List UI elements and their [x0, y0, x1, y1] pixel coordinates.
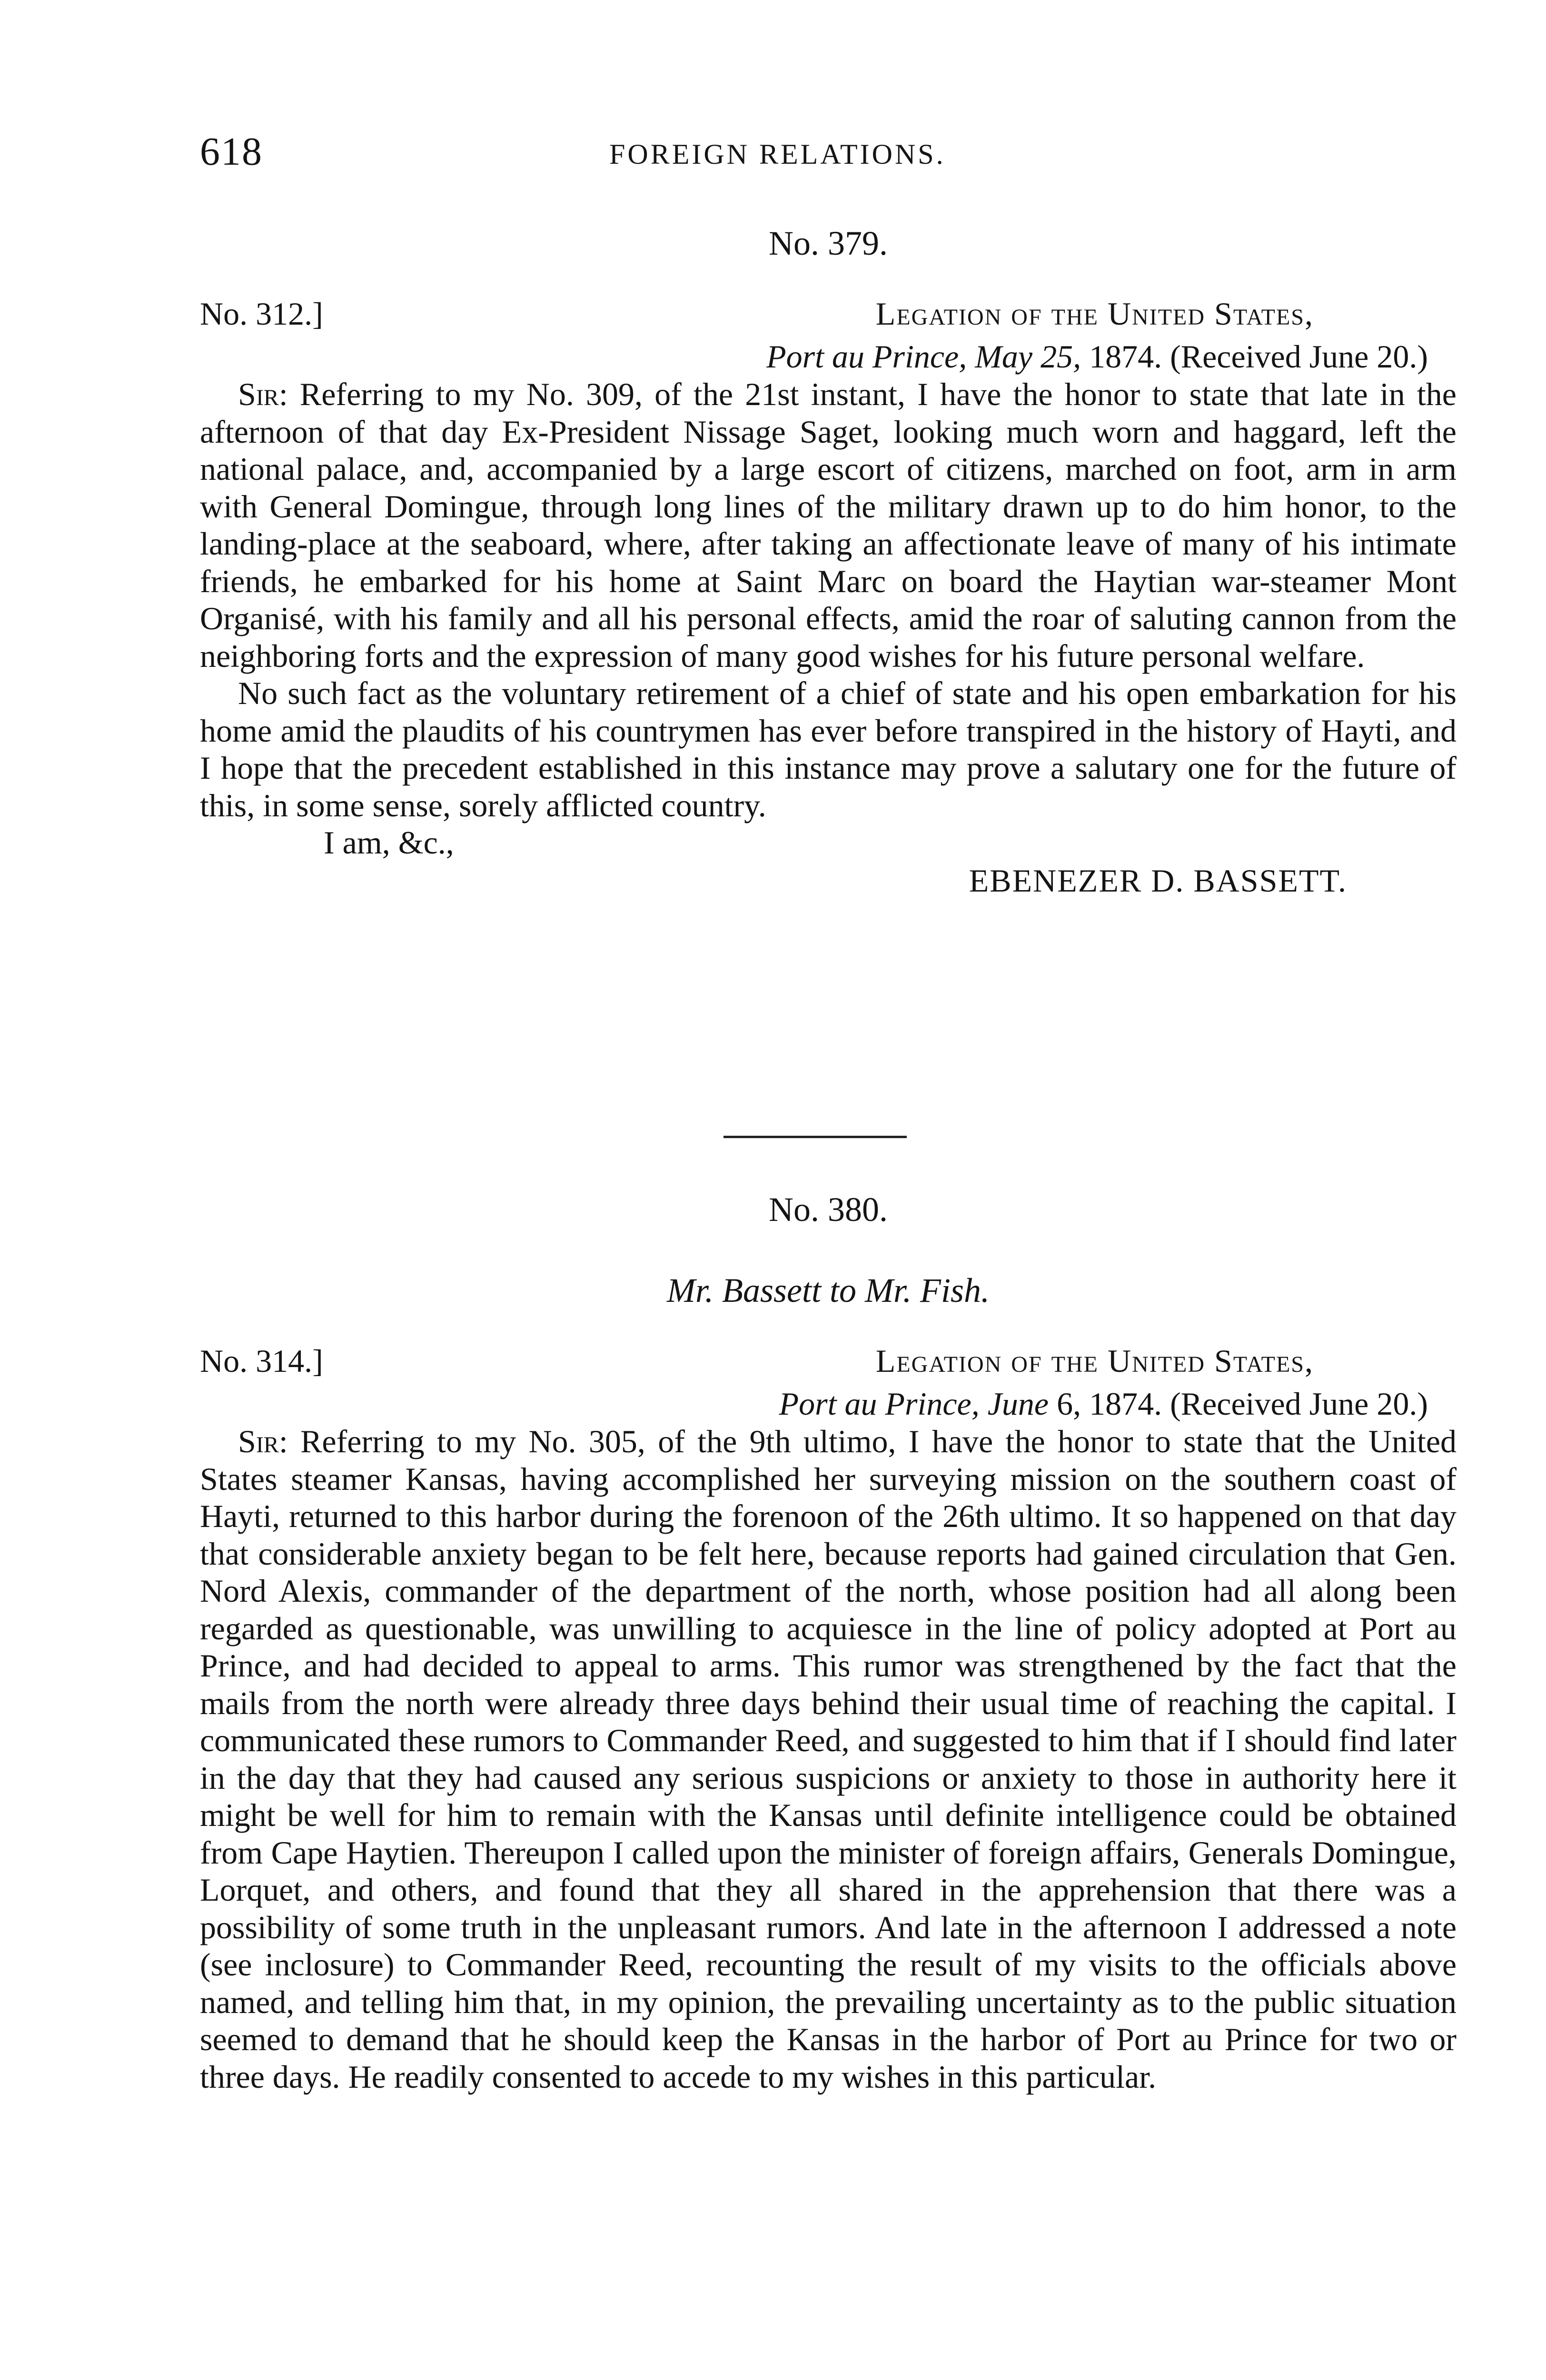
dateline-received: 1874. (Received June 20.) [1089, 338, 1428, 375]
document-number: No. 380. [769, 1190, 888, 1229]
paragraph [200, 376, 1457, 674]
reference-row [200, 295, 1457, 338]
document-379 [200, 224, 1457, 900]
reference-row [200, 1342, 1457, 1385]
paragraph-text: : Referring to my No. 305, of the 9th ultimo, I have the honor to state that the United States steamer Kansas, having accomplished her surveying mission on the southern coast of Hayti, returned to this harbor during the forenoon of the 26th ultimo. It so happened on that day that considerable anxiety began to be felt here, because reports had gained circulation that Gen. Nord Alexis, commander of the department of the north, whose position had all along been regarded as questionable, was unwilling to acquiesce in the line of policy adopted at Port au Prince, and had decided to appeal to arms. This rumor was strengthened by the fact that the mails from the north were already three days behind their usual time of reaching the capital. I communicated these rumors to Commander Reed, and suggested to him that if I should find later in the day that they had caused any serious suspicions or anxiety to those in authority here it might be well for him to remain with the Kansas until definite intelligence could be obtained from Cape Haytien. Thereupon I called upon the minister of foreign affairs, Generals Domingue, Lorquet, and others, and found that they all shared in the apprehension that there was a possibility of some truth in the unpleasant rumors. And late in the afternoon I addressed a note (see inclosure) to Commander Reed, recounting the result of my visits to the officials above named, and telling him that, in my opinion, the prevailing uncertainty as to the public situation seemed to demand that he should keep the Kansas in the harbor of Port au Prince for two or three days. He readily consented to accede to my wishes in this particular. [200, 1423, 1457, 2095]
page-number: 618 [200, 129, 263, 174]
section-divider [723, 1136, 907, 1138]
document-number: No. 379. [769, 224, 888, 262]
dateline-place: Port au Prince, June [779, 1386, 1049, 1422]
signature: EBENEZER D. BASSETT. [969, 863, 1347, 899]
closing: I am, &c., [324, 824, 454, 861]
document-380 [200, 1190, 1457, 2095]
file-reference: No. 314.] [200, 1343, 323, 1379]
dateline [200, 338, 1428, 376]
paragraph: No such fact as the voluntary retirement of a chief of state and his open embarkation for his home amid the plaudits of his countrymen has ever before transpired in the history of Hayti, and I hope that the precedent established in this instance may prove a salutary one for the future of this, in some sense, sorely afflicted country. [200, 675, 1457, 823]
dateline-place: Port au Prince, May 25, [766, 338, 1081, 375]
running-title: FOREIGN RELATIONS. [609, 139, 946, 170]
file-reference: No. 312.] [200, 296, 323, 332]
page-header [200, 129, 1457, 186]
dateline [200, 1385, 1428, 1423]
legation-heading: Legation of the United States, [875, 1343, 1314, 1379]
paragraph-text: : Referring to my No. 309, of the 21st instant, I have the honor to state that late in the afternoon of that day Ex-President Nissage Saget, looking much worn and haggard, left the national palace, and, accompanied by a large escort of citizens, marched on foot, arm in arm with General Domingue, through long lines of the military drawn up to do him honor, to the landing-place at the seaboard, where, after taking an affectionate leave of many of his intimate friends, he embarked for his home at Saint Marc on board the Haytian war-steamer Mont Organisé, with his family and all his personal effects, amid the roar of saluting cannon from the neighboring forts and the expression of many good wishes for his future personal welfare. [200, 376, 1457, 674]
dateline-received: 6, 1874. (Received June 20.) [1057, 1386, 1428, 1422]
salutation: Sir [238, 1423, 279, 1459]
paragraph [200, 1423, 1457, 2095]
correspondence-heading: Mr. Bassett to Mr. Fish. [666, 1271, 990, 1309]
salutation: Sir [238, 376, 279, 412]
legation-heading: Legation of the United States, [875, 296, 1314, 332]
